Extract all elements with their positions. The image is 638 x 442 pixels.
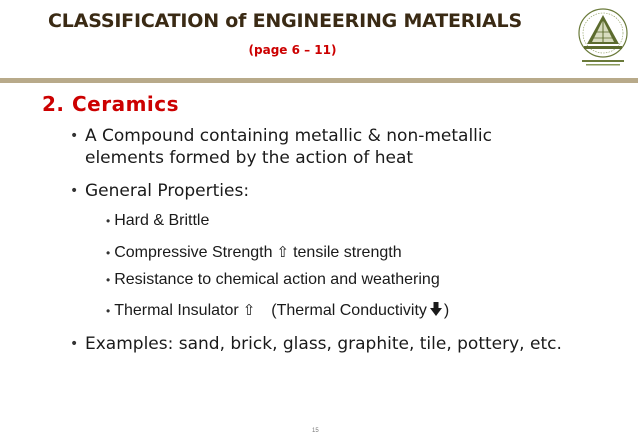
- up-arrow-icon: ⇧: [276, 243, 290, 261]
- bullet-icon: •: [70, 183, 79, 199]
- bullet-item: [70, 180, 570, 202]
- down-arrow-icon: [429, 301, 443, 323]
- property-text: Resistance to chemical action and weathering: [114, 271, 440, 288]
- bullet-text: A Compound containing metallic & non-metallic elements formed by the action of heat: [85, 126, 492, 168]
- bullet-text: Examples: sand, brick, glass, graphite, tile, pottery, etc.: [85, 334, 562, 354]
- property-text-close: ): [443, 302, 450, 319]
- bullet-icon: •: [70, 128, 79, 144]
- section-heading: 2. Ceramics: [42, 92, 180, 116]
- bullet-icon: •: [106, 304, 111, 318]
- property-text-before: Thermal Insulator: [114, 302, 239, 319]
- up-arrow-icon: ⇧: [242, 301, 256, 319]
- property-text-after: (Thermal Conductivity: [271, 302, 427, 319]
- university-logo-icon: [574, 6, 632, 70]
- bullet-text: General Properties:: [85, 181, 250, 201]
- property-item: [106, 270, 440, 290]
- property-item: [106, 300, 449, 323]
- property-item: [106, 211, 209, 231]
- property-text-before: Compressive Strength: [114, 244, 273, 261]
- slide-subtitle: (page 6 – 11): [248, 43, 337, 57]
- property-item: [106, 242, 402, 263]
- bullet-icon: •: [106, 273, 111, 287]
- bullet-icon: •: [70, 336, 79, 352]
- property-text-after: tensile strength: [293, 244, 402, 261]
- slide-title: CLASSIFICATION of ENGINEERING MATERIALS: [48, 10, 522, 32]
- bullet-icon: •: [106, 214, 111, 228]
- header-divider: [0, 78, 638, 83]
- bullet-icon: •: [106, 246, 111, 260]
- bullet-item: [70, 125, 570, 169]
- property-text: Hard & Brittle: [114, 212, 210, 229]
- bullet-item: [70, 333, 585, 355]
- page-number: 15: [312, 428, 319, 434]
